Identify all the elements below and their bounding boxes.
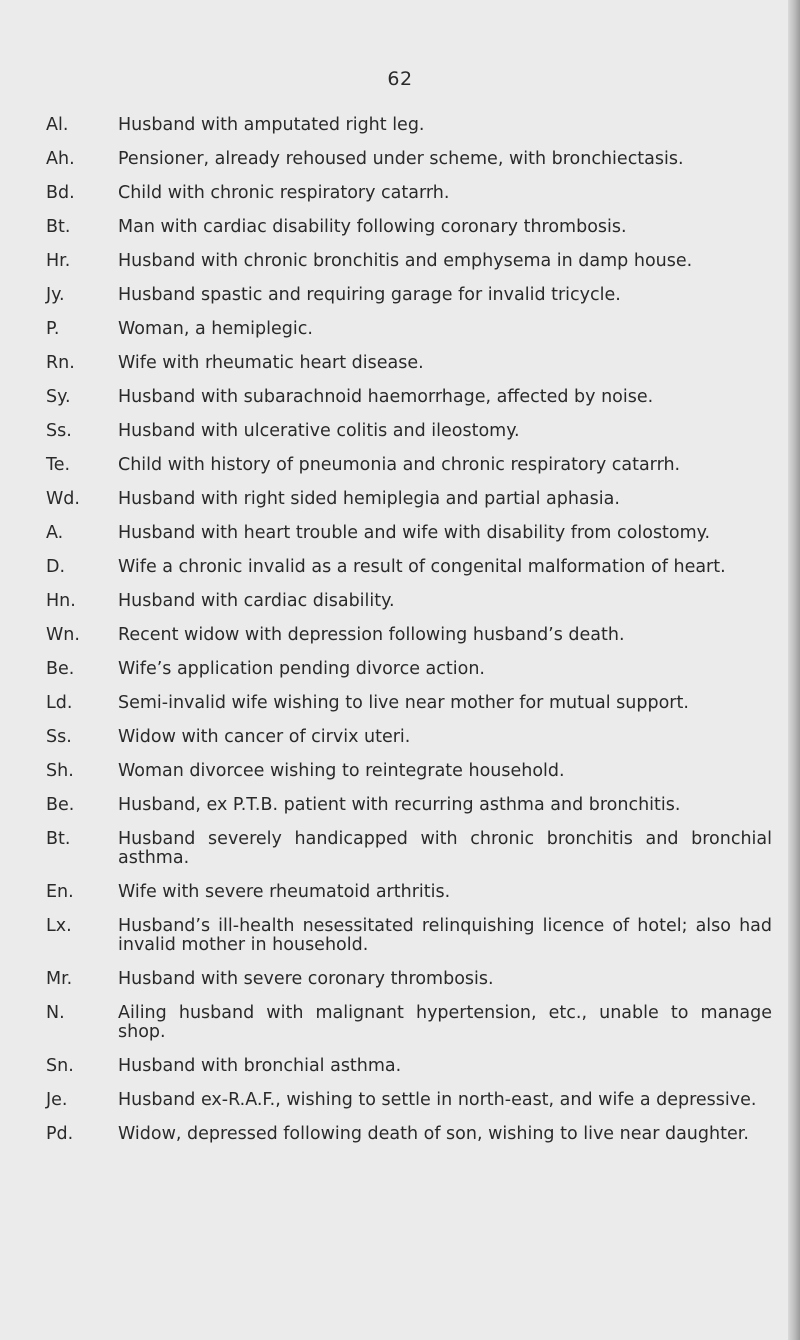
case-entry <box>46 694 772 713</box>
case-description: Husband ex-R.A.F., wishing to settle in north-east, and wife a depressive. <box>118 1090 757 1110</box>
case-code: Sh. <box>46 761 74 781</box>
case-code: Je. <box>46 1090 68 1110</box>
case-entry <box>46 660 772 679</box>
case-code: Ld. <box>46 693 73 713</box>
case-code: Mr. <box>46 969 73 989</box>
case-code: A. <box>46 523 64 543</box>
case-code: Sn. <box>46 1056 74 1076</box>
case-list <box>46 116 772 1144</box>
case-entry <box>46 320 772 339</box>
case-description: Recent widow with depression following husband’s death. <box>118 625 625 645</box>
case-entry <box>46 456 772 475</box>
case-description: Husband with cardiac disability. <box>118 591 395 611</box>
case-code: Lx. <box>46 916 72 936</box>
case-description: Husband with bronchial asthma. <box>118 1056 402 1076</box>
case-entry <box>46 184 772 203</box>
case-entry <box>46 883 772 902</box>
case-code: Be. <box>46 659 75 679</box>
case-entry <box>46 970 772 989</box>
case-code: Bt. <box>46 829 71 849</box>
case-description: Husband spastic and requiring garage for invalid tricycle. <box>118 285 621 305</box>
case-code: Ss. <box>46 421 72 441</box>
case-description: Husband with heart trouble and wife with disability from colostomy. <box>118 523 711 543</box>
case-description: Husband with severe coronary thrombosis. <box>118 969 494 989</box>
case-entry <box>46 917 772 955</box>
case-code: Bd. <box>46 183 75 203</box>
case-code: Pd. <box>46 1124 74 1144</box>
case-entry <box>46 286 772 305</box>
case-description: Widow with cancer of cirvix uteri. <box>118 727 411 747</box>
case-entry <box>46 592 772 611</box>
case-entry <box>46 422 772 441</box>
case-code: Wn. <box>46 625 80 645</box>
case-code: Ah. <box>46 149 75 169</box>
case-description: Widow, depressed following death of son, wishing to live near daughter. <box>118 1124 749 1144</box>
case-description: Man with cardiac disability following coronary thrombosis. <box>118 217 627 237</box>
case-description: Wife with severe rheumatoid arthritis. <box>118 882 451 902</box>
case-description: Husband’s ill-health nesessitated relinquishing licence of hotel; also had invalid mother in household. <box>118 916 772 955</box>
case-description: Child with history of pneumonia and chronic respiratory catarrh. <box>118 455 681 475</box>
case-description: Husband with amputated right leg. <box>118 115 425 135</box>
case-description: Wife’s application pending divorce action. <box>118 659 485 679</box>
case-entry <box>46 1004 772 1042</box>
case-entry <box>46 558 772 577</box>
case-code: Jy. <box>46 285 65 305</box>
case-description: Pensioner, already rehoused under scheme, with bronchiectasis. <box>118 149 684 169</box>
case-code: Hr. <box>46 251 71 271</box>
case-entry <box>46 524 772 543</box>
case-entry <box>46 1125 772 1144</box>
case-description: Child with chronic respiratory catarrh. <box>118 183 450 203</box>
case-code: Be. <box>46 795 75 815</box>
case-description: Husband, ex P.T.B. patient with recurring asthma and bronchitis. <box>118 795 681 815</box>
case-code: Sy. <box>46 387 71 407</box>
case-entry <box>46 1057 772 1076</box>
case-code: Al. <box>46 115 69 135</box>
case-entry <box>46 388 772 407</box>
case-entry <box>46 830 772 868</box>
case-entry <box>46 116 772 135</box>
case-description: Husband with right sided hemiplegia and partial aphasia. <box>118 489 620 509</box>
page-number: 62 <box>387 68 413 90</box>
case-entry <box>46 728 772 747</box>
case-entry <box>46 252 772 271</box>
case-entry <box>46 762 772 781</box>
case-description: Wife a chronic invalid as a result of congenital malformation of heart. <box>118 557 726 577</box>
case-entry <box>46 490 772 509</box>
case-code: Rn. <box>46 353 75 373</box>
case-code: Te. <box>46 455 71 475</box>
case-description: Husband with subarachnoid haemorrhage, affected by noise. <box>118 387 654 407</box>
case-code: Ss. <box>46 727 72 747</box>
case-description: Semi-invalid wife wishing to live near mother for mutual support. <box>118 693 689 713</box>
case-entry <box>46 1091 772 1110</box>
case-code: Hn. <box>46 591 76 611</box>
case-code: En. <box>46 882 74 902</box>
case-entry <box>46 796 772 815</box>
case-code: D. <box>46 557 66 577</box>
case-code: N. <box>46 1003 65 1023</box>
case-description: Husband severely handicapped with chronic bronchitis and bronchial asthma. <box>118 829 772 868</box>
case-description: Husband with ulcerative colitis and ileostomy. <box>118 421 520 441</box>
case-description: Husband with chronic bronchitis and emphysema in damp house. <box>118 251 693 271</box>
case-description: Woman, a hemiplegic. <box>118 319 313 339</box>
case-description: Wife with rheumatic heart disease. <box>118 353 424 373</box>
case-description: Woman divorcee wishing to reintegrate household. <box>118 761 565 781</box>
case-description: Ailing husband with malignant hypertension, etc., unable to manage shop. <box>118 1003 772 1042</box>
case-entry <box>46 626 772 645</box>
case-entry <box>46 354 772 373</box>
case-code: Bt. <box>46 217 71 237</box>
page-edge-shadow <box>788 0 800 1340</box>
case-code: Wd. <box>46 489 80 509</box>
case-entry <box>46 150 772 169</box>
case-entry <box>46 218 772 237</box>
case-code: P. <box>46 319 60 339</box>
